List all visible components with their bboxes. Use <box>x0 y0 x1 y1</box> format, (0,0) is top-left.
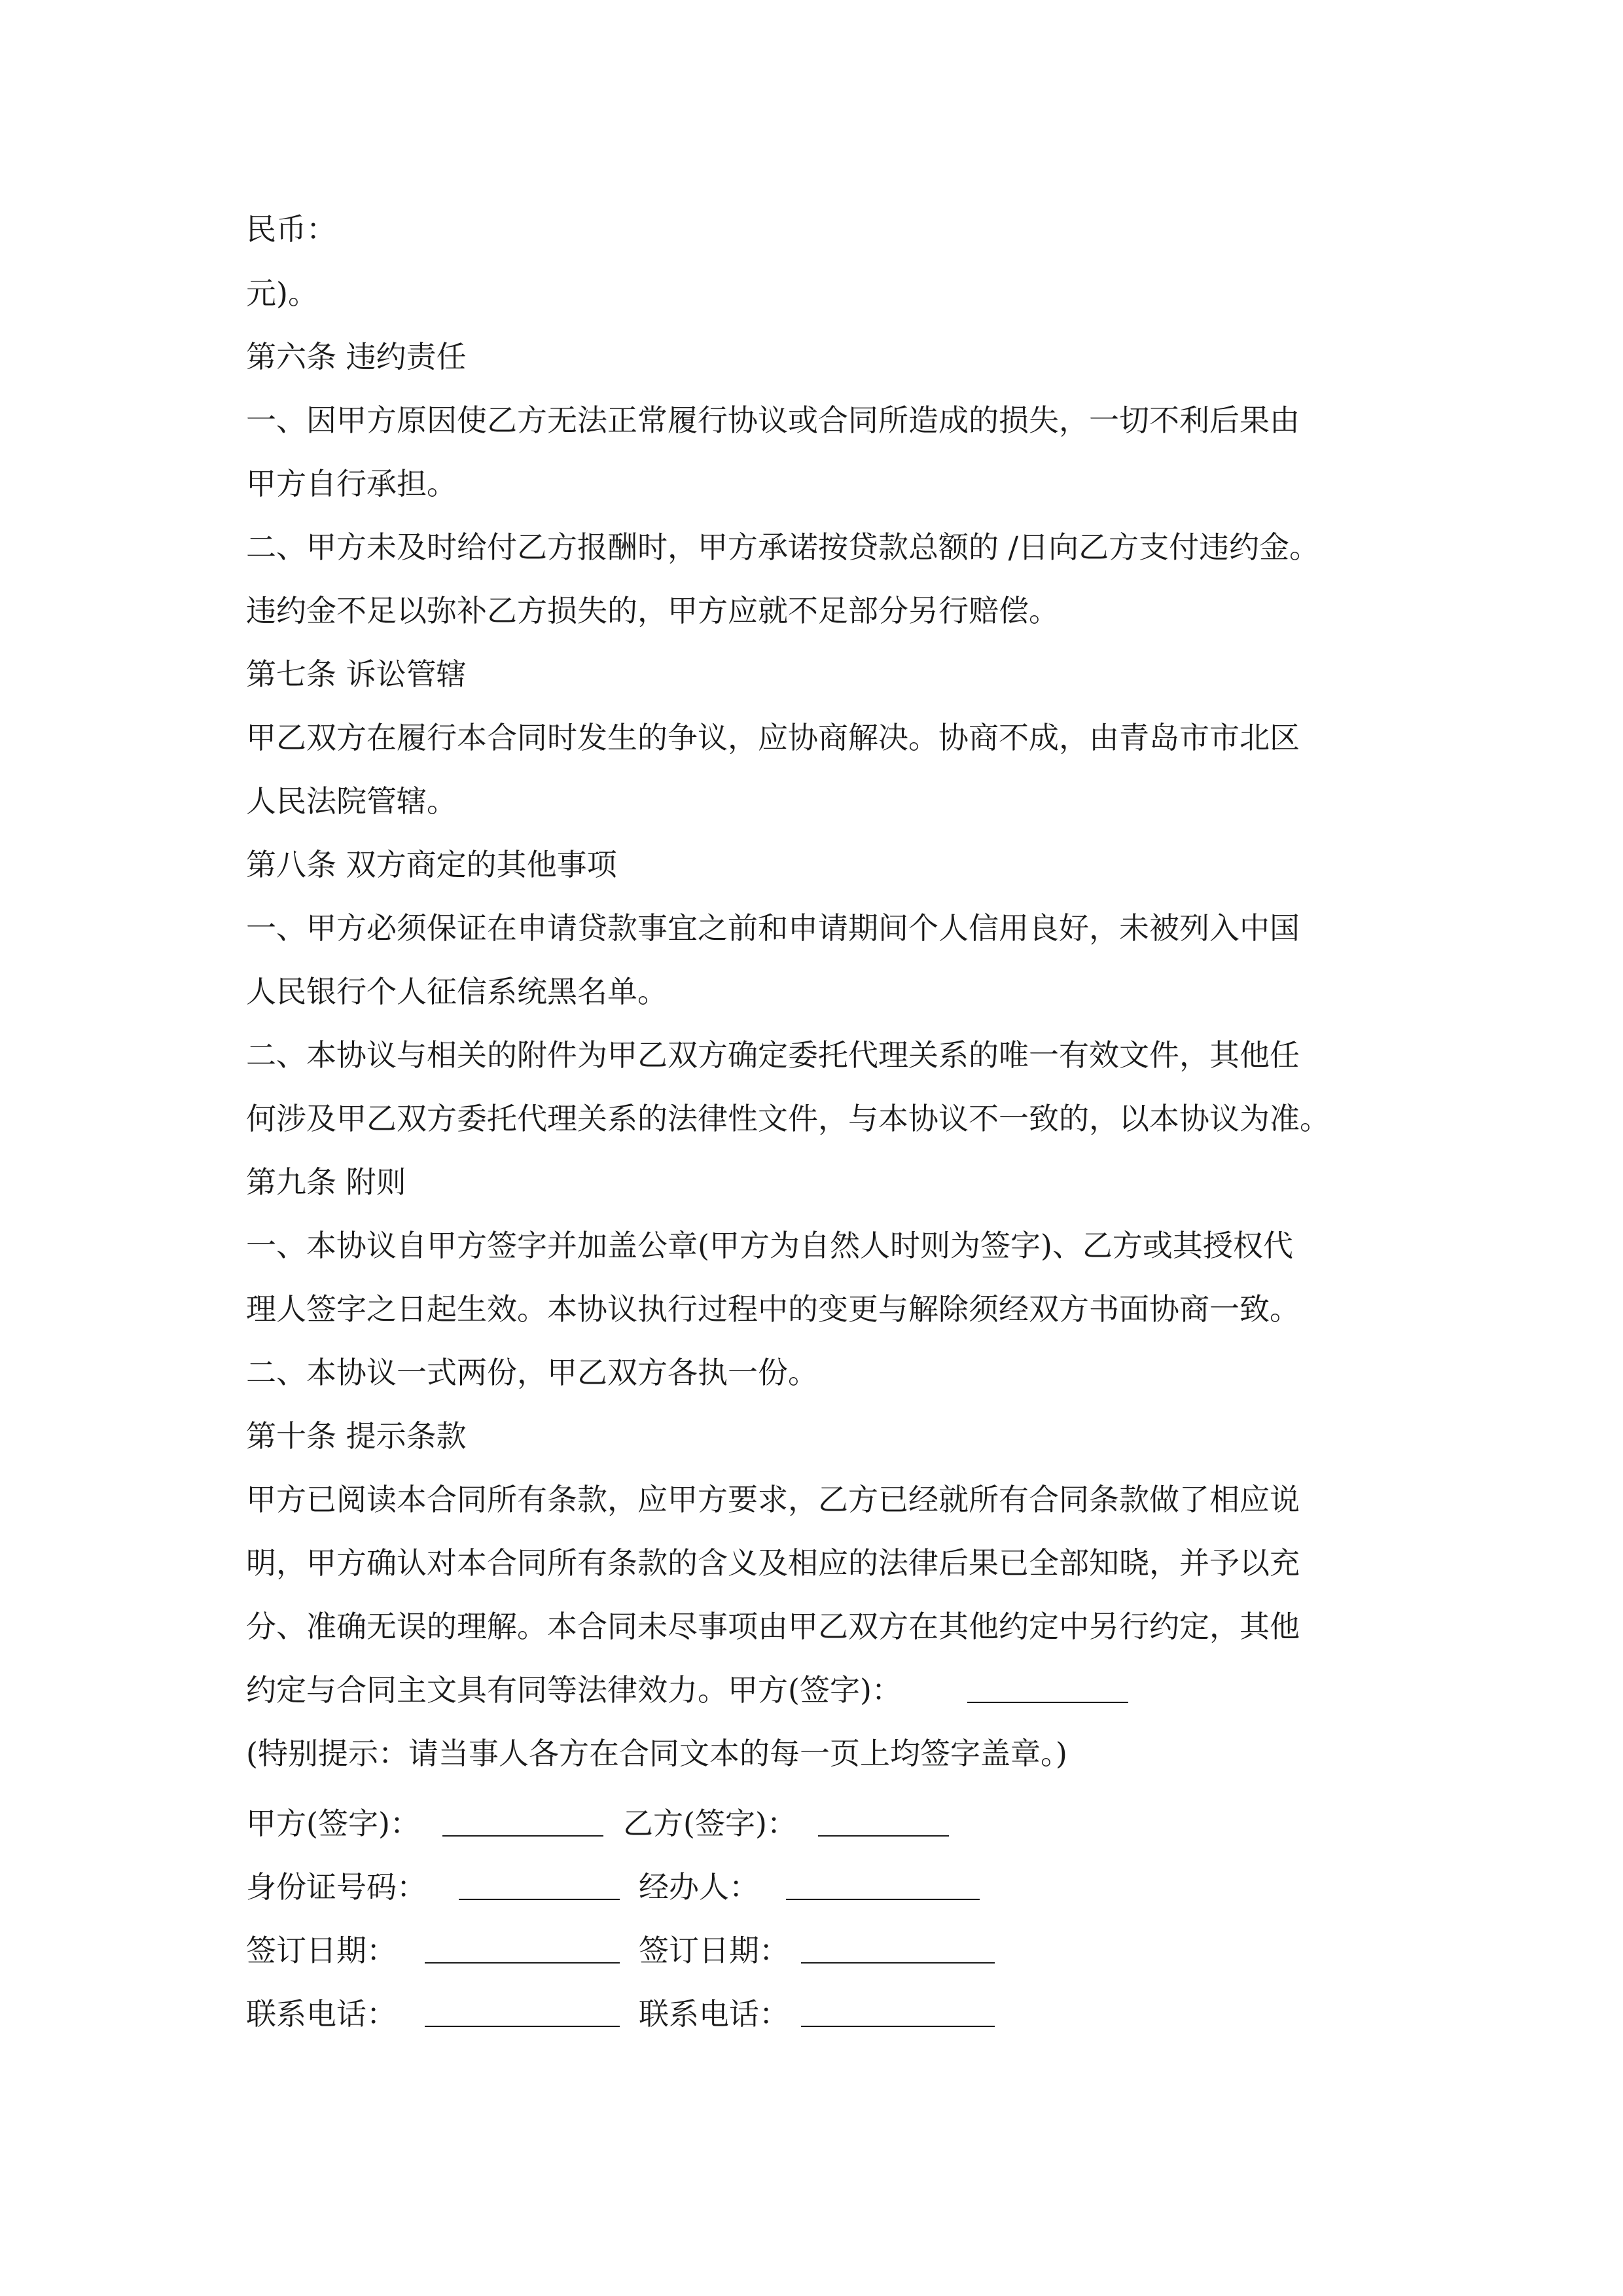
section-heading: 第十条 提示条款 <box>246 1418 467 1454</box>
section-heading: 第九条 附则 <box>246 1164 406 1200</box>
section-heading: 第八条 双方商定的其他事项 <box>246 847 617 882</box>
text-line: 约定与合同主文具有同等法律效力。甲方(签字)： <box>246 1672 902 1708</box>
text-line: 二、甲方未及时给付乙方报酬时，甲方承诺按贷款总额的 /日向乙方支付违约金。 <box>246 529 1320 565</box>
text-line: 人民法院管辖。 <box>246 783 457 819</box>
signature-blank <box>967 1702 1128 1703</box>
phone-label-a: 联系电话： <box>246 1996 397 2032</box>
sign-date-label-a: 签订日期： <box>246 1933 397 1968</box>
text-line: 分、准确无误的理解。本合同未尽事项由甲乙双方在其他约定中另行约定，其他 <box>246 1609 1300 1644</box>
party-a-sign-label: 甲方(签字)： <box>246 1806 420 1841</box>
sign-date-blank-b <box>801 1962 995 1964</box>
party-b-sign-blank <box>818 1835 949 1837</box>
text-line: 甲方自行承担。 <box>246 466 457 501</box>
text-line: 明，甲方确认对本合同所有条款的含义及相应的法律后果已全部知晓，并予以充 <box>246 1545 1300 1581</box>
text-line: 一、因甲方原因使乙方无法正常履行协议或合同所造成的损失，一切不利后果由 <box>246 403 1300 438</box>
handler-blank <box>786 1899 980 1900</box>
party-a-sign-blank <box>442 1835 603 1837</box>
text-line: 何涉及甲乙双方委托代理关系的法律性文件，与本协议不一致的，以本协议为准。 <box>246 1101 1330 1136</box>
id-number-label: 身份证号码： <box>246 1869 427 1905</box>
handler-label: 经办人： <box>639 1869 759 1905</box>
text-line: 理人签字之日起生效。本协议执行过程中的变更与解除须经双方书面协商一致。 <box>246 1291 1300 1327</box>
text-line: 一、甲方必须保证在申请贷款事宜之前和申请期间个人信用良好，未被列入中国 <box>246 910 1300 946</box>
text-line: 二、本协议一式两份，甲乙双方各执一份。 <box>246 1355 818 1390</box>
text-line: 一、本协议自甲方签字并加盖公章(甲方为自然人时则为签字)、乙方或其授权代 <box>246 1228 1293 1263</box>
sign-date-blank-a <box>425 1962 620 1964</box>
special-notice: (特别提示：请当事人各方在合同文本的每一页上均签字盖章。) <box>246 1736 1067 1771</box>
party-b-sign-label: 乙方(签字)： <box>623 1806 797 1841</box>
text-line: 违约金不足以弥补乙方损失的，甲方应就不足部分另行赔偿。 <box>246 593 1059 628</box>
section-heading: 第六条 违约责任 <box>246 339 467 374</box>
id-number-blank <box>459 1899 620 1900</box>
text-line: 二、本协议与相关的附件为甲乙双方确定委托代理关系的唯一有效文件，其他任 <box>246 1037 1300 1073</box>
phone-blank-b <box>801 2026 995 2027</box>
text-line: 民币： <box>246 211 336 247</box>
text-line: 元)。 <box>246 276 318 311</box>
sign-date-label-b: 签订日期： <box>639 1933 789 1968</box>
phone-blank-a <box>425 2026 620 2027</box>
text-line: 甲乙双方在履行本合同时发生的争议，应协商解决。协商不成，由青岛市市北区 <box>246 720 1300 755</box>
text-line: 人民银行个人征信系统黑名单。 <box>246 974 668 1009</box>
text-line: 甲方已阅读本合同所有条款，应甲方要求，乙方已经就所有合同条款做了相应说 <box>246 1482 1300 1517</box>
section-heading: 第七条 诉讼管辖 <box>246 656 467 692</box>
phone-label-b: 联系电话： <box>639 1996 789 2032</box>
